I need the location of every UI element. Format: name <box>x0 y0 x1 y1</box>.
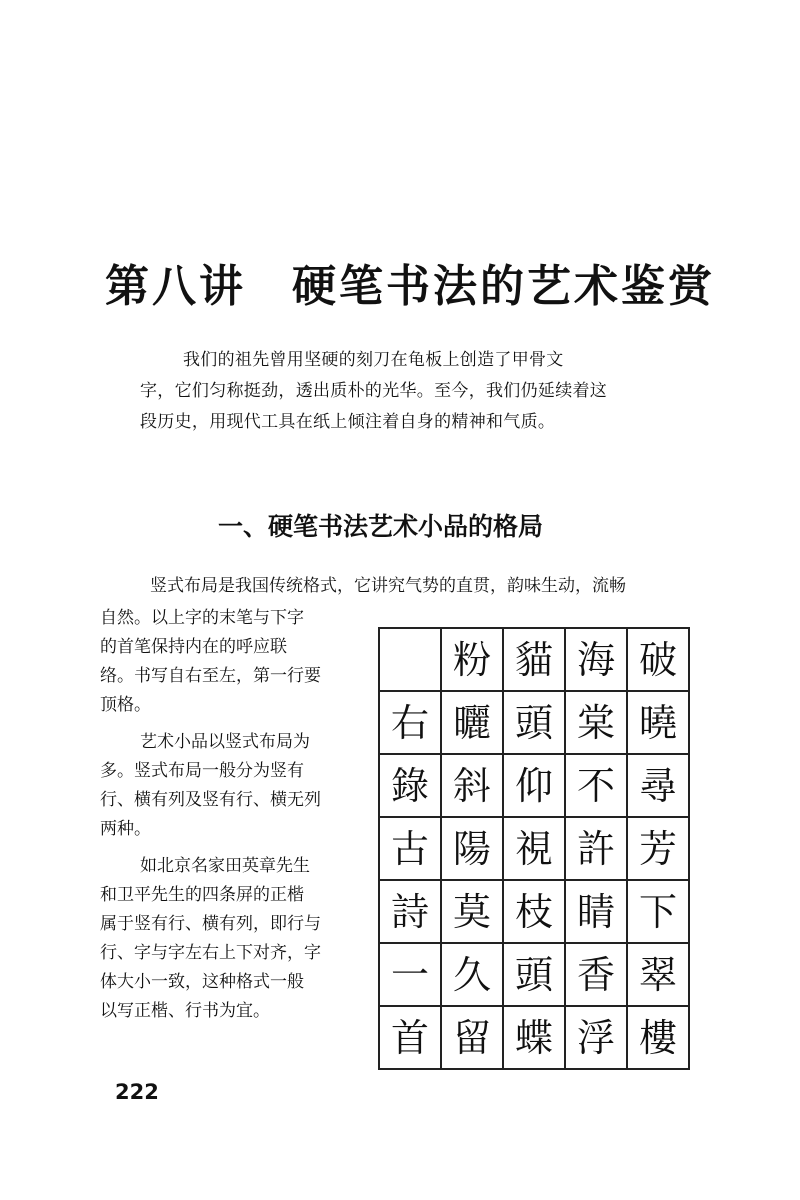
body-line: 络。书写自右至左，第一行要 <box>100 666 321 686</box>
grid-cell: 不 <box>565 754 627 817</box>
grid-cell: 視 <box>503 817 565 880</box>
grid-row <box>379 628 689 691</box>
grid-row <box>379 691 689 754</box>
body-line: 两种。 <box>100 819 151 839</box>
grid-cell: 久 <box>441 943 503 1006</box>
grid-cell: 曬 <box>441 691 503 754</box>
grid-row <box>379 817 689 880</box>
chapter-number: 第八讲 <box>105 261 246 312</box>
grid-cell: 仰 <box>503 754 565 817</box>
lead-line: 竖式布局是我国传统格式，它讲究气势的直贯，韵味生动，流畅 <box>150 576 626 596</box>
grid-cell: 棠 <box>565 691 627 754</box>
body-line: 如北京名家田英章先生 <box>140 856 310 876</box>
grid-cell: 錄 <box>379 754 441 817</box>
grid-cell: 樓 <box>627 1006 689 1069</box>
grid-cell: 陽 <box>441 817 503 880</box>
page-number: 222 <box>115 1080 159 1104</box>
body-paragraphs <box>100 604 360 1026</box>
grid-cell: 一 <box>379 943 441 1006</box>
grid-cell: 詩 <box>379 880 441 943</box>
grid-row <box>379 1006 689 1069</box>
grid-cell: 蝶 <box>503 1006 565 1069</box>
grid-row <box>379 943 689 1006</box>
grid-cell: 破 <box>627 628 689 691</box>
calligraphy-grid <box>378 627 690 1070</box>
chapter-title <box>105 250 715 314</box>
grid-cell: 留 <box>441 1006 503 1069</box>
grid-cell: 睛 <box>565 880 627 943</box>
intro-line: 字，它们匀称挺劲，透出质朴的光华。至今，我们仍延续着这 <box>140 381 608 401</box>
intro-paragraph <box>140 345 660 438</box>
grid-cell <box>379 628 441 691</box>
grid-cell: 枝 <box>503 880 565 943</box>
body-line: 顶格。 <box>100 695 151 715</box>
grid-cell: 浮 <box>565 1006 627 1069</box>
intro-line: 我们的祖先曾用坚硬的刻刀在龟板上创造了甲骨文 <box>183 350 564 370</box>
grid-cell: 莫 <box>441 880 503 943</box>
grid-cell: 海 <box>565 628 627 691</box>
grid-cell: 芳 <box>627 817 689 880</box>
grid-cell: 古 <box>379 817 441 880</box>
grid-cell: 曉 <box>627 691 689 754</box>
grid-cell: 粉 <box>441 628 503 691</box>
grid-cell: 香 <box>565 943 627 1006</box>
grid-cell: 下 <box>627 880 689 943</box>
body-line: 体大小一致，这种格式一般 <box>100 972 304 992</box>
body-line: 属于竖有行、横有列，即行与 <box>100 914 321 934</box>
chapter-name: 硬笔书法的艺术鉴赏 <box>292 261 715 312</box>
grid-row <box>379 754 689 817</box>
grid-cell: 首 <box>379 1006 441 1069</box>
grid-cell: 右 <box>379 691 441 754</box>
grid-cell: 許 <box>565 817 627 880</box>
body-line: 自然。以上字的末笔与下字 <box>100 608 304 628</box>
grid-cell: 翠 <box>627 943 689 1006</box>
body-line: 的首笔保持内在的呼应联 <box>100 637 287 657</box>
body-line: 行、横有列及竖有行、横无列 <box>100 790 321 810</box>
grid-row <box>379 880 689 943</box>
grid-cell: 斜 <box>441 754 503 817</box>
section-heading: 一、硬笔书法艺术小品的格局 <box>218 512 544 541</box>
grid-cell: 頭 <box>503 943 565 1006</box>
grid-cell: 頭 <box>503 691 565 754</box>
body-line: 以写正楷、行书为宜。 <box>100 1001 270 1021</box>
body-line: 和卫平先生的四条屏的正楷 <box>100 885 304 905</box>
intro-line: 段历史，用现代工具在纸上倾注着自身的精神和气质。 <box>140 412 556 432</box>
body-line: 多。竖式布局一般分为竖有 <box>100 761 304 781</box>
body-line: 行、字与字左右上下对齐，字 <box>100 943 321 963</box>
grid-cell: 貓 <box>503 628 565 691</box>
grid-cell: 尋 <box>627 754 689 817</box>
body-line: 艺术小品以竖式布局为 <box>140 732 310 752</box>
